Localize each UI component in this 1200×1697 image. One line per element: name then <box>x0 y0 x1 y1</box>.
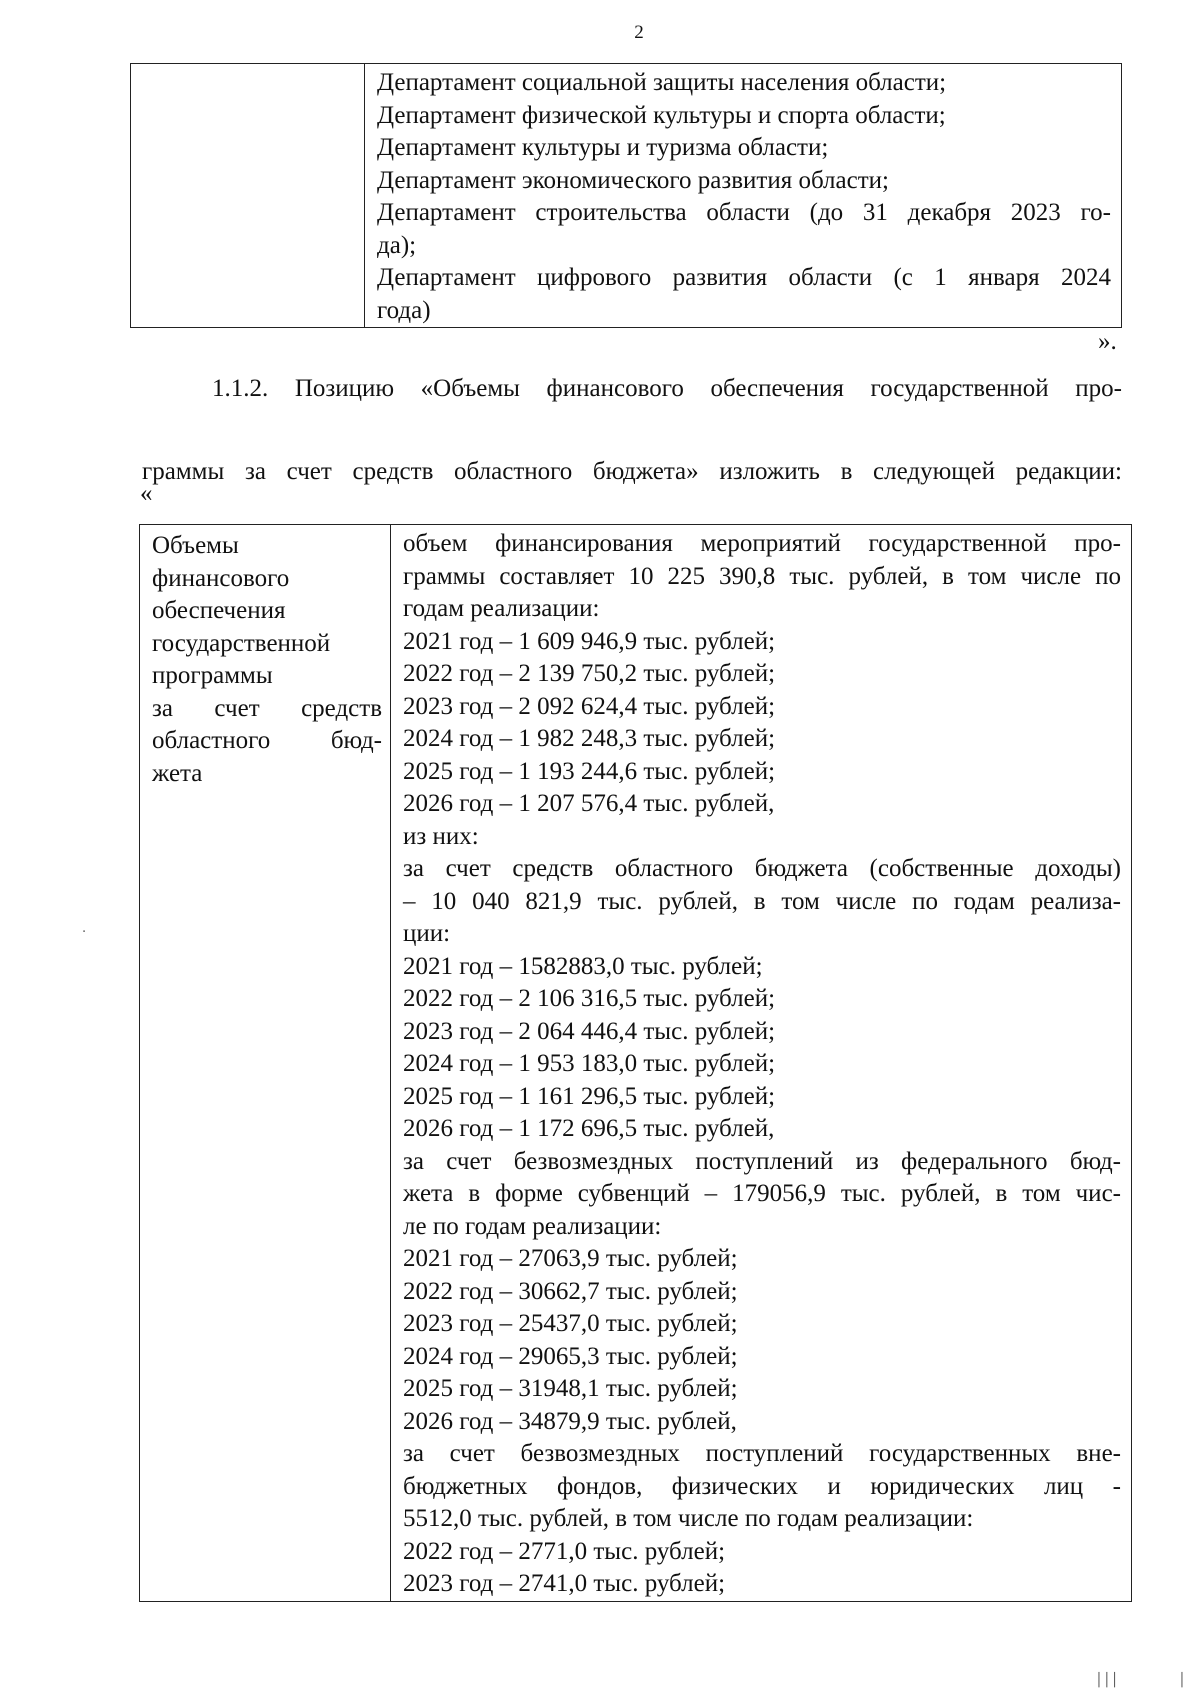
funding-detail-line: 5512,0 тыс. рублей, в том числе по годам реализации: <box>403 1505 974 1532</box>
funding-detail-line: 2021 год – 1582883,0 тыс. рублей; <box>403 952 763 980</box>
department-line: Департамент экономического развития области; <box>377 166 889 194</box>
page-number: 2 <box>634 22 644 43</box>
department-line: да); <box>377 231 417 259</box>
amendment-paragraph-line-2: граммы за счет средств областного бюджета» изложить в следующей редакции: <box>142 458 1122 485</box>
table-cell-departments <box>365 64 1122 328</box>
table-cell-label <box>140 525 391 1602</box>
funding-detail-line: объем финансирования мероприятий государственной про- <box>403 530 1121 557</box>
table-row <box>140 525 1132 1602</box>
funding-detail-line: 2022 год – 2771,0 тыс. рублей; <box>403 1537 726 1565</box>
opening-quote: « <box>140 480 153 507</box>
funding-detail-line: 2024 год – 29065,3 тыс. рублей; <box>403 1342 738 1370</box>
department-line: года) <box>377 296 431 324</box>
funding-detail-line: 2026 год – 1 207 576,4 тыс. рублей, <box>403 790 775 817</box>
funding-details-list <box>403 528 1121 1601</box>
table-row <box>131 64 1122 328</box>
department-line: Департамент физической культуры и спорта области; <box>377 101 946 129</box>
scan-artifact-dot: · <box>82 925 87 940</box>
funding-label-line: Объемы <box>152 532 239 559</box>
responsible-departments-table <box>130 63 1122 328</box>
department-line: Департамент цифрового развития области (с 1 января 2024 <box>377 264 1111 291</box>
funding-label-line: программы <box>152 662 273 689</box>
funding-detail-line: 2023 год – 25437,0 тыс. рублей; <box>403 1310 738 1337</box>
funding-label-line: обеспечения <box>152 597 286 624</box>
funding-volumes-table <box>139 524 1132 1602</box>
funding-detail-line: бюджетных фондов, физических и юридических лиц - <box>403 1472 1121 1500</box>
funding-detail-line: за счет безвозмездных поступлений из федерального бюд- <box>403 1147 1121 1175</box>
closing-quote: ». <box>1098 328 1117 355</box>
funding-detail-line: 2025 год – 1 193 244,6 тыс. рублей; <box>403 757 776 785</box>
funding-detail-line: 2024 год – 1 953 183,0 тыс. рублей; <box>403 1050 776 1077</box>
funding-detail-line: граммы составляет 10 225 390,8 тыс. рублей, в том числе по <box>403 562 1121 590</box>
funding-detail-line: ле по годам реализации: <box>403 1212 662 1240</box>
funding-label-line: за счет средств <box>152 694 382 722</box>
table-cell-label <box>131 64 365 328</box>
funding-detail-line: 2026 год – 34879,9 тыс. рублей, <box>403 1407 737 1435</box>
department-line: Департамент культуры и туризма области; <box>377 134 829 161</box>
funding-detail-line: 2024 год – 1 982 248,3 тыс. рублей; <box>403 725 776 752</box>
amendment-paragraph-line-1: 1.1.2. Позицию «Объемы финансового обеспечения государственной про- <box>212 375 1122 402</box>
funding-detail-line: 2023 год – 2 064 446,4 тыс. рублей; <box>403 1017 776 1045</box>
scan-artifact-mark: │ <box>1178 1673 1186 1688</box>
funding-detail-line: за счет средств областного бюджета (собственные доходы) <box>403 855 1121 882</box>
table-cell-funding-details <box>391 525 1132 1602</box>
funding-detail-line: 2023 год – 2 092 624,4 тыс. рублей; <box>403 692 776 720</box>
funding-detail-line: годам реализации: <box>403 595 600 622</box>
funding-detail-line: 2025 год – 31948,1 тыс. рублей; <box>403 1375 738 1402</box>
department-line: Департамент социальной защиты населения области; <box>377 69 947 96</box>
funding-detail-line: 2022 год – 2 139 750,2 тыс. рублей; <box>403 660 776 687</box>
funding-label-line: областного бюд- <box>152 727 382 754</box>
funding-detail-line: 2025 год – 1 161 296,5 тыс. рублей; <box>403 1082 776 1110</box>
funding-detail-line: – 10 040 821,9 тыс. рублей, в том числе по годам реализа- <box>403 887 1121 915</box>
funding-detail-line: 2022 год – 30662,7 тыс. рублей; <box>403 1277 738 1305</box>
funding-detail-line: ции: <box>403 920 451 947</box>
funding-detail-line: за счет безвозмездных поступлений государственных вне- <box>403 1440 1121 1467</box>
funding-detail-line: из них: <box>403 822 479 850</box>
funding-label-line: государственной <box>152 629 331 657</box>
department-line: Департамент строительства области (до 31 декабря 2023 го- <box>377 199 1111 226</box>
funding-detail-line: 2021 год – 1 609 946,9 тыс. рублей; <box>403 627 776 655</box>
departments-list <box>377 67 1111 327</box>
funding-label <box>152 530 382 790</box>
funding-detail-line: 2026 год – 1 172 696,5 тыс. рублей, <box>403 1115 775 1142</box>
funding-label-line: жета <box>152 759 203 787</box>
funding-detail-line: 2022 год – 2 106 316,5 тыс. рублей; <box>403 985 776 1012</box>
funding-detail-line: 2023 год – 2741,0 тыс. рублей; <box>403 1570 726 1597</box>
funding-label-line: финансового <box>152 564 290 592</box>
funding-detail-line: жета в форме субвенций – 179056,9 тыс. рублей, в том чис- <box>403 1180 1121 1207</box>
scan-artifact-mark: │││ <box>1095 1673 1119 1688</box>
funding-detail-line: 2021 год – 27063,9 тыс. рублей; <box>403 1245 738 1272</box>
